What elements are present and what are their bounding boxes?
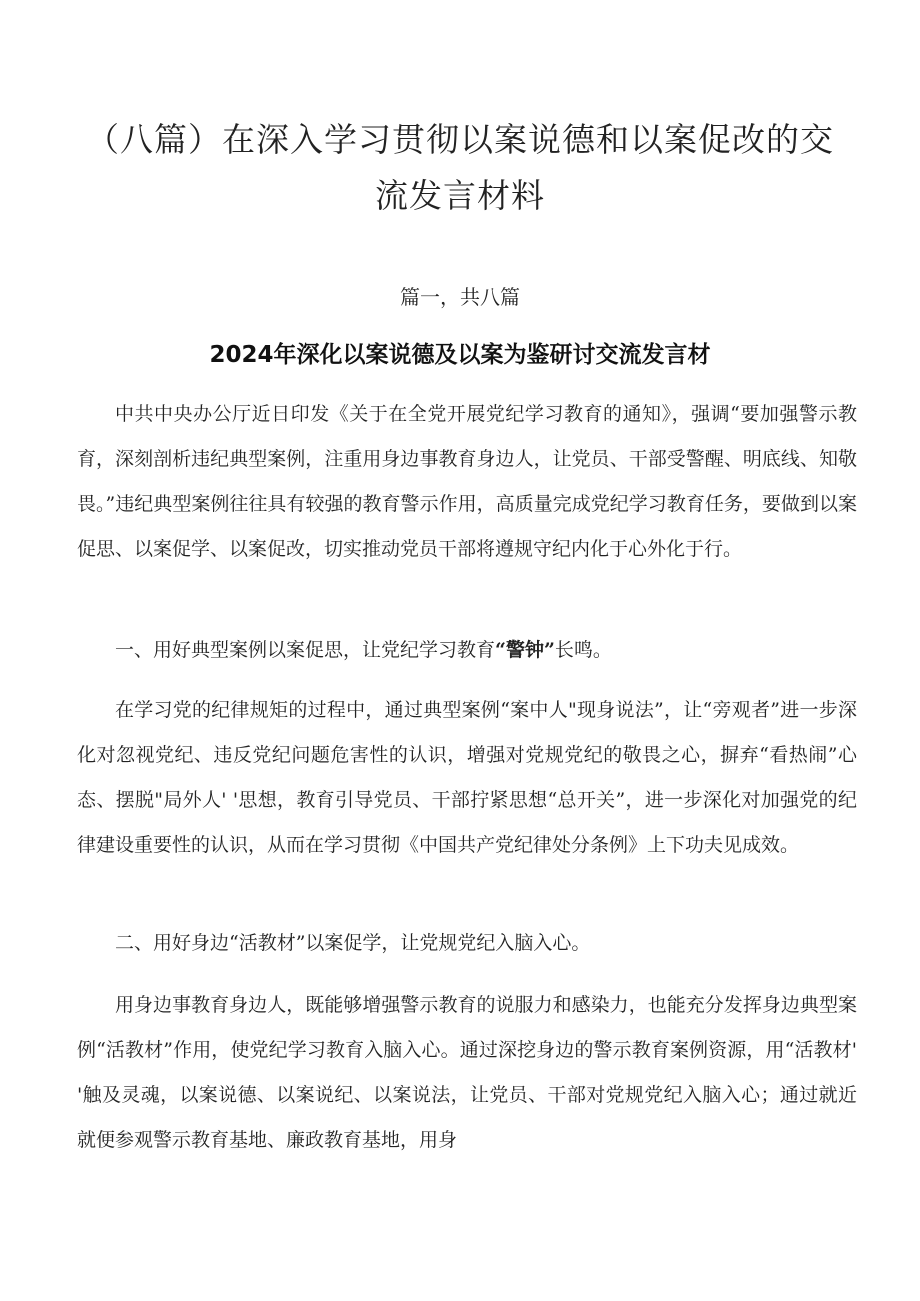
section-label: 篇一，共八篇 (400, 285, 520, 309)
paragraph-intro: 中共中央办公厅近日印发《关于在全党开展党纪学习教育的通知》，强调“要加强警示教育，深刻剖析违纪典型案例，注重用身边事教育身边人，让党员、干部受警醒、明底线、知敬畏。”违纪典型案例往往具有较强的教育警示作用，高质量完成党纪学习教育任务，要做到以案促思、以案促学、以案促改，切实推动党员干部将遵规守纪内化于心外化于行。 (77, 403, 857, 560)
section-heading-1-end: 长鸣。 (554, 639, 612, 661)
section-heading-1 (77, 628, 857, 673)
document-title: （八篇）在深入学习贯彻以案说德和以案促改的交流发言材料 (86, 120, 834, 215)
section-heading-1-text: 一、用好典型案例以案促思，让党纪学习教育 (115, 639, 496, 661)
section-heading-1-emphasis: “警钟” (495, 639, 555, 661)
article-subtitle: 2024年深化以案说德及以案为鉴研讨交流发言材 (209, 342, 711, 368)
paragraph-section-2: 用身边事教育身边人，既能够增强警示教育的说服力和感染力，也能充分发挥身边典型案例“活教材”作用，使党纪学习教育入脑入心。通过深挖身边的警示教育案例资源，用“活教材' '触及灵魂，以案说德、以案说纪、以案说法，让党员、干部对党规党纪入脑入心；通过就近就便参观警示教育基地、廉政教育基地，用身 (77, 994, 857, 1151)
section-heading-2: 二、用好身边“活教材”以案促学，让党规党纪入脑入心。 (115, 932, 591, 954)
paragraph-section-1: 在学习党的纪律规矩的过程中，通过典型案例“案中人"现身说法”，让“旁观者”进一步深化对忽视党纪、违反党纪问题危害性的认识，增强对党规党纪的敬畏之心，摒弃“看热闹”心态、摆脱"局外人' '思想，教育引导党员、干部拧紧思想“总开关”，进一步深化对加强党的纪律建设重要性的认识，从而在学习贯彻《中国共产党纪律处分条例》上下功夫见成效。 (77, 699, 857, 856)
